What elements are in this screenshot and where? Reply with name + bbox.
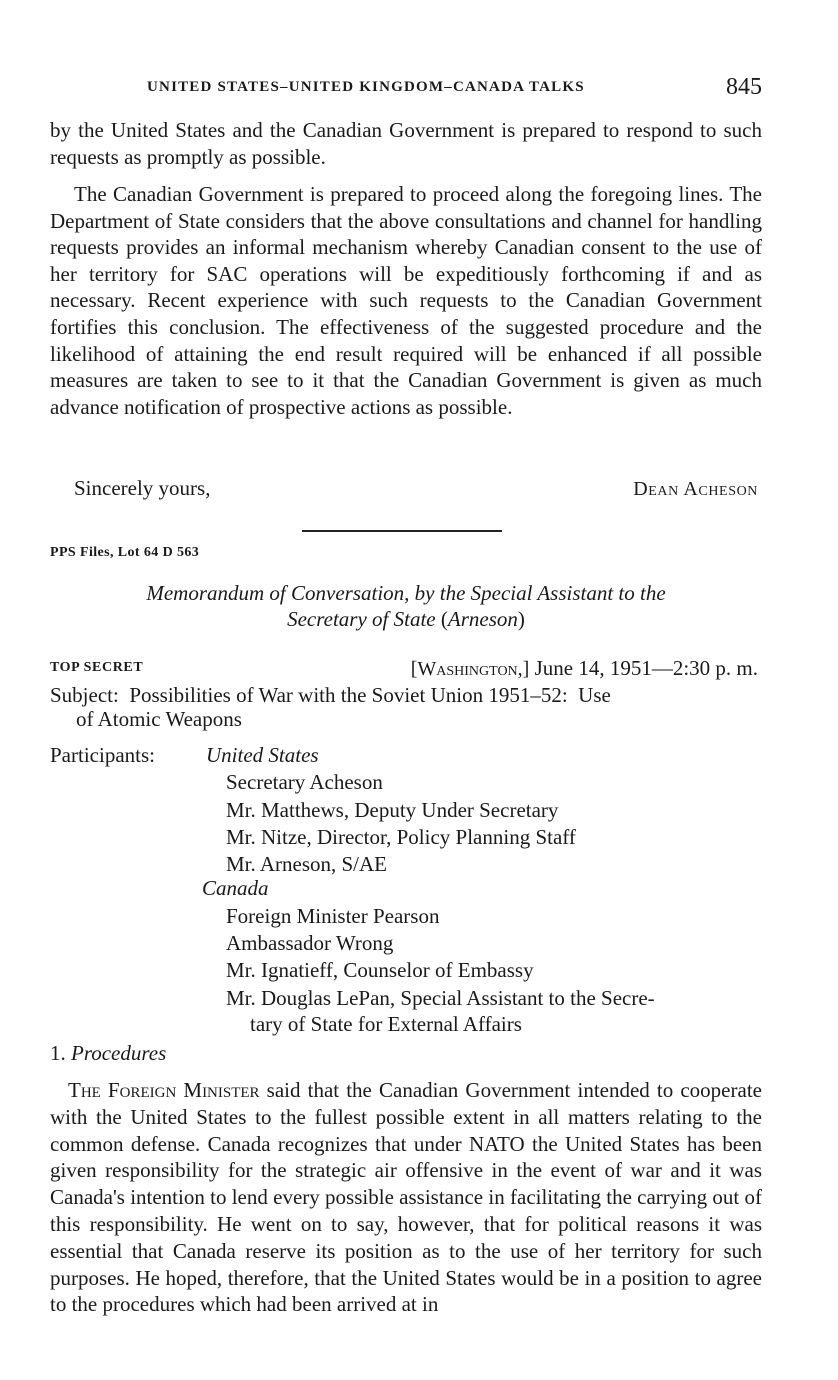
dateline-place: [Washington,] — [410, 658, 530, 680]
letter-closing-row — [50, 476, 762, 506]
source-citation: PPS Files, Lot 64 D 563 — [50, 545, 200, 560]
dateline-date: June 14, 1951—2:30 p. m. — [534, 656, 758, 680]
classification-label: TOP SECRET — [50, 660, 144, 675]
page-number: 845 — [726, 74, 762, 100]
memo-title-name: Arneson — [447, 607, 518, 631]
participant-us-3: Mr. Nitze, Director, Policy Planning Staff — [226, 825, 576, 849]
participants-label: Participants: — [50, 743, 155, 767]
participant-us-2: Mr. Matthews, Deputy Under Secretary — [226, 798, 559, 822]
participant-ca-1: Foreign Minister Pearson — [226, 904, 440, 928]
letter-closing: Sincerely yours, — [74, 476, 211, 500]
procedures-speaker: The Foreign Minister — [68, 1078, 260, 1102]
participant-us-1: Secretary Acheson — [226, 770, 383, 794]
running-title: UNITED STATES–UNITED KINGDOM–CANADA TALKS — [147, 79, 585, 95]
letter-continuation-paragraph: by the United States and the Canadian Government is prepared to respond to such requests as promptly as possible. — [50, 118, 762, 169]
participant-ca-4: Mr. Douglas LePan, Special Assistant to the Secre- — [226, 986, 655, 1010]
section-heading-procedures — [50, 1041, 166, 1066]
classification-row — [50, 656, 762, 684]
participant-ca-4-continued: tary of State for External Affairs — [250, 1012, 522, 1036]
memo-title-paren-open: ( — [440, 607, 448, 631]
subject-block — [50, 683, 762, 731]
running-head — [50, 74, 762, 104]
letter-signature: Dean Acheson — [633, 478, 758, 500]
memo-title-line-1: Memorandum of Conversation, by the Special Assistant to the — [146, 581, 666, 605]
memo-title-paren-close: ) — [517, 607, 525, 631]
letter-main-paragraph: The Canadian Government is prepared to proceed along the foregoing lines. The Department of State considers that the above consultations and channel for handling requests provides an informal mechanism whereby Canadian consent to the use of her territory for SAC operations will be expeditiously forthcoming if and as necessary. Recent experience with such requests to the Canadian Government fortifies this conclusion. The effectiveness of the suggested procedure and the likelihood of attaining the end result required will be enhanced if all possible measures are taken to see to it that the Canadian Government is given as much advance notification of prospective actions as possible. — [50, 182, 762, 419]
memo-title — [50, 580, 762, 632]
section-number: 1. — [50, 1041, 71, 1065]
procedures-paragraph — [50, 1077, 762, 1318]
participants-group-united-states: United States — [206, 743, 319, 767]
memo-title-line-2-text: Secretary of State — [287, 607, 441, 631]
section-divider — [302, 530, 502, 532]
participant-us-4: Mr. Arneson, S/AE — [226, 852, 388, 876]
subject-line-1: Subject: Possibilities of War with the Soviet Union 1951–52: Use — [50, 683, 611, 707]
procedures-text: said that the Canadian Government intended to cooperate with the United States to the fullest possible extent in all matters relating to the common defense. Canada recognizes that under NATO the United States has been given responsibility for the strategic air offensive in the event of war and it was Canada's intention to lend every possible assistance in facilitating the carrying out of this responsibility. He went on to say, however, that for political reasons it was essential that Canada reserve its position as to the use of her territory for such purposes. He hoped, therefore, that the United States would be in a position to agree to the procedures which had been arrived at in — [50, 1078, 762, 1317]
memo-title-line-2 — [50, 606, 762, 632]
section-title: Procedures — [71, 1041, 167, 1065]
subject-line-2: of Atomic Weapons — [76, 707, 242, 731]
participant-ca-2: Ambassador Wrong — [226, 931, 394, 955]
participants-group-canada: Canada — [202, 876, 269, 900]
participant-ca-3: Mr. Ignatieff, Counselor of Embassy — [226, 958, 534, 982]
dateline — [411, 656, 758, 681]
